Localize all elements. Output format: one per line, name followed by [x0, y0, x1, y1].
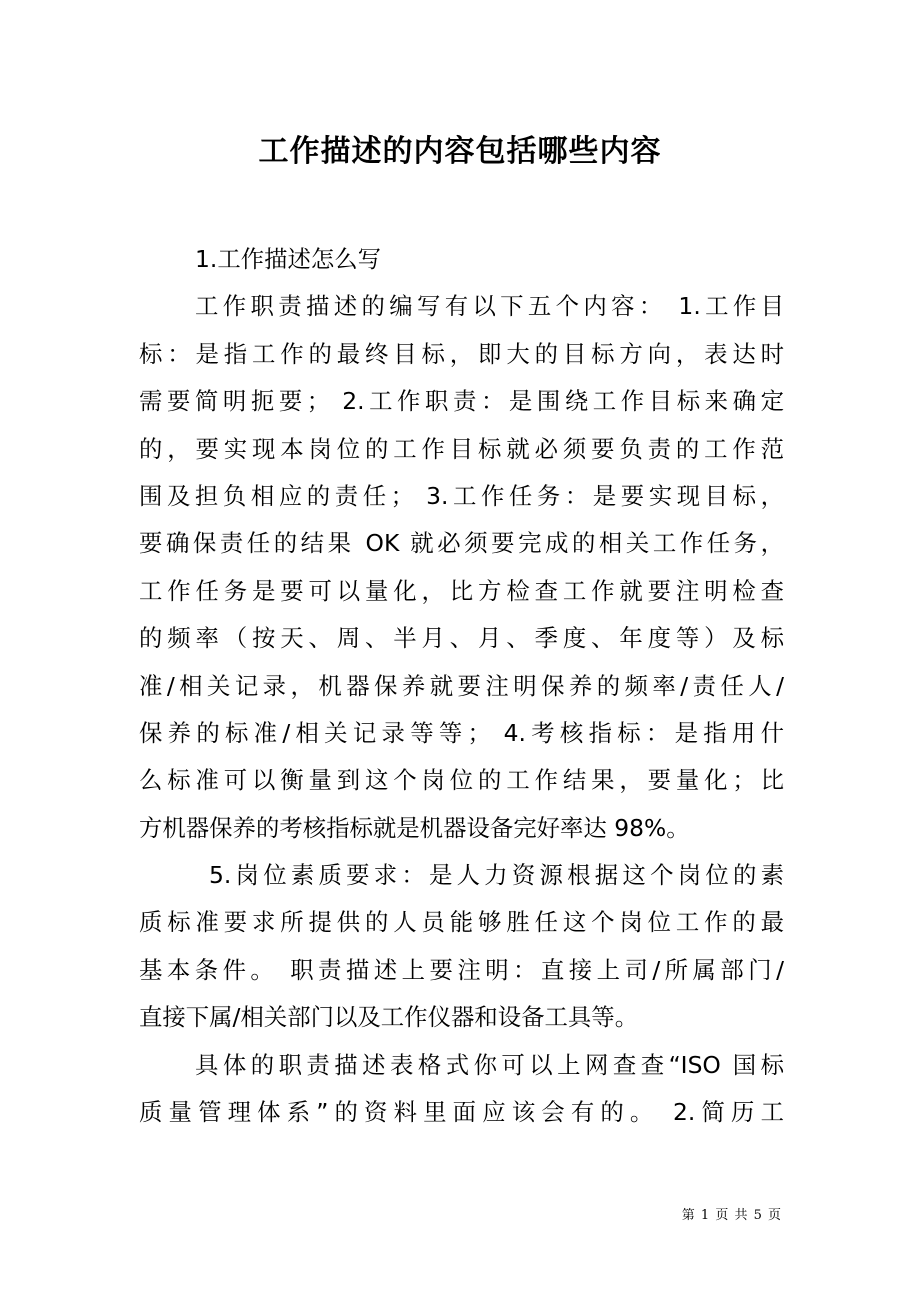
paragraph-line: 的频率（按天、周、半月、月、季度、年度等）及标: [139, 624, 784, 653]
paragraph-line: 基本条件。 职责描述上要注明：直接上司/所属部门/: [139, 955, 784, 984]
paragraph-line: 5.岗位素质要求：是人力资源根据这个岗位的素: [209, 861, 784, 890]
paragraph-line: 要确保责任的结果 OK 就必须要完成的相关工作任务，: [139, 529, 784, 558]
paragraph-line: 标：是指工作的最终目标，即大的目标方向，表达时: [139, 339, 784, 368]
paragraph-line: 工作任务是要可以量化，比方检查工作就要注明检查: [139, 576, 784, 605]
section-heading: 1.工作描述怎么写: [195, 245, 382, 273]
page-number: 第 1 页 共 5 页: [681, 1208, 781, 1223]
paragraph-line: 么标准可以衡量到这个岗位的工作结果，要量化；比: [139, 766, 784, 795]
paragraph-line: 质标准要求所提供的人员能够胜任这个岗位工作的最: [139, 908, 784, 937]
paragraph-line: 具体的职责描述表格式你可以上网查查“ISO 国标: [195, 1050, 784, 1079]
paragraph-line: 质量管理体系”的资料里面应该会有的。 2.简历工: [139, 1098, 784, 1127]
document-body: [139, 236, 784, 1136]
paragraph-line: 保养的标准/相关记录等等； 4.考核指标：是指用什: [139, 718, 784, 747]
paragraph-line: 准/相关记录，机器保养就要注明保养的频率/责任人/: [139, 671, 784, 700]
paragraph-line: 方机器保养的考核指标就是机器设备完好率达 98%。: [139, 813, 690, 842]
document-title: 工作描述的内容包括哪些内容: [258, 134, 662, 169]
paragraph-line: 的，要实现本岗位的工作目标就必须要负责的工作范: [139, 434, 784, 463]
paragraph-line: 工作职责描述的编写有以下五个内容： 1.工作目: [195, 292, 784, 321]
paragraph-line: 直接下属/相关部门以及工作仪器和设备工具等。: [139, 1003, 639, 1032]
paragraph-line: 需要简明扼要； 2.工作职责：是围绕工作目标来确定: [139, 387, 784, 416]
paragraph-line: 围及担负相应的责任； 3.工作任务：是要实现目标，: [139, 481, 784, 510]
